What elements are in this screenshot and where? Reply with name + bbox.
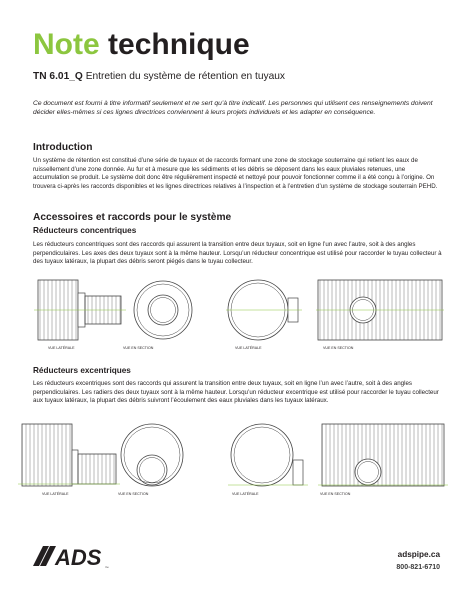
phone-number: 800-821-6710 xyxy=(396,564,440,571)
eccentric-side-view-2 xyxy=(228,424,308,486)
concentric-figures xyxy=(30,274,450,350)
page-title xyxy=(33,28,250,62)
document-subject: Entretien du système de rétention en tuyaux xyxy=(85,71,286,82)
caption-eccentric-section-1: VUE EN SECTION xyxy=(118,492,149,496)
concentric-heading: Réducteurs concentriques xyxy=(33,226,137,235)
caption-concentric-section-2: VUE EN SECTION xyxy=(323,346,354,350)
concentric-paragraph: Les réducteurs concentriques sont des raccords qui assurent la transition entre deux tuyaux, soit en ligne l’un avec l’autre, soit à des angles perpendiculaires. Les axes des deux tuyaux sont à la même hauteur. Lorsqu’un réducteur concentrique est utilisé pour raccorder le tuyau collecteur à des tuyaux latéraux, la plupart des débris seront piégés dans le tuyau collecteur. xyxy=(33,241,442,265)
footer-contact xyxy=(396,548,440,574)
caption-concentric-side-2: VUE LATÉRALE xyxy=(235,346,262,350)
concentric-side-view-2 xyxy=(226,280,302,340)
concentric-section-view-2 xyxy=(316,280,444,340)
document-code: TN 6.01_Q xyxy=(33,71,83,82)
caption-eccentric-section-2: VUE EN SECTION xyxy=(320,492,351,496)
caption-eccentric-side-1: VUE LATÉRALE xyxy=(42,492,69,496)
caption-eccentric-side-2: VUE LATÉRALE xyxy=(232,492,259,496)
concentric-side-view-1 xyxy=(34,280,126,340)
intro-paragraph: Un système de rétention est constitué d’une série de tuyaux et de raccords formant une zone de stockage souterraine qui retient les eaux de ruissellement d’une zone donnée. Au fur et à mesure que les sédiments et les débris se déposent dans les eaux pluviales retenues, une accumulation se produit. Le système doit donc être régulièrement inspecté et nettoyé pour pouvoir fonctionner comme il a été conçu à l’origine. On trouvera ci-après les raccords disponibles et les lignes directrices relatives à l’inspection et à l’entretien d’un système de stockage souterrain PEHD. xyxy=(33,157,438,190)
intro-heading: Introduction xyxy=(33,142,93,153)
eccentric-figures xyxy=(16,418,450,490)
title-word-technique: technique xyxy=(108,28,250,61)
eccentric-side-view-1 xyxy=(18,424,120,486)
caption-concentric-section-1: VUE EN SECTION xyxy=(123,346,154,350)
title-word-note: Note xyxy=(33,28,100,61)
eccentric-section-view-1 xyxy=(121,424,183,486)
svg-text:™: ™ xyxy=(105,566,109,570)
website-link[interactable]: adspipe.ca xyxy=(397,550,440,559)
concentric-section-view-1 xyxy=(134,281,192,339)
caption-concentric-side-1: VUE LATÉRALE xyxy=(48,346,75,350)
accessories-heading: Accessoires et raccords pour le système xyxy=(33,212,232,223)
eccentric-section-view-2 xyxy=(318,424,448,486)
disclaimer-text: Ce document est fourni à titre informatif seulement et ne sert qu’à titre indicatif. Les personnes qui utilisent ces renseignements doivent décider elles-mêmes si ces lignes directrices conviennent à leurs projets individuels et les adapter en conséquence. xyxy=(33,100,433,116)
eccentric-heading: Réducteurs excentriques xyxy=(33,366,131,375)
ads-logo xyxy=(33,538,113,572)
document-subtitle xyxy=(33,70,285,83)
ads-logo-text: ADS xyxy=(55,545,102,570)
eccentric-paragraph: Les réducteurs excentriques sont des raccords qui assurent la transition entre deux tuyaux, soit en ligne l’un avec l’autre, soit à des angles perpendiculaires. Les radiers des deux tuyaux sont à la même hauteur. Lorsqu’un réducteur excentrique est utilisé pour raccorder le tuyau collecteur aux tuyaux latéraux, la plupart des débris suivront l’écoulement des eaux pluviales dans les tuyaux latéraux. xyxy=(33,380,439,404)
